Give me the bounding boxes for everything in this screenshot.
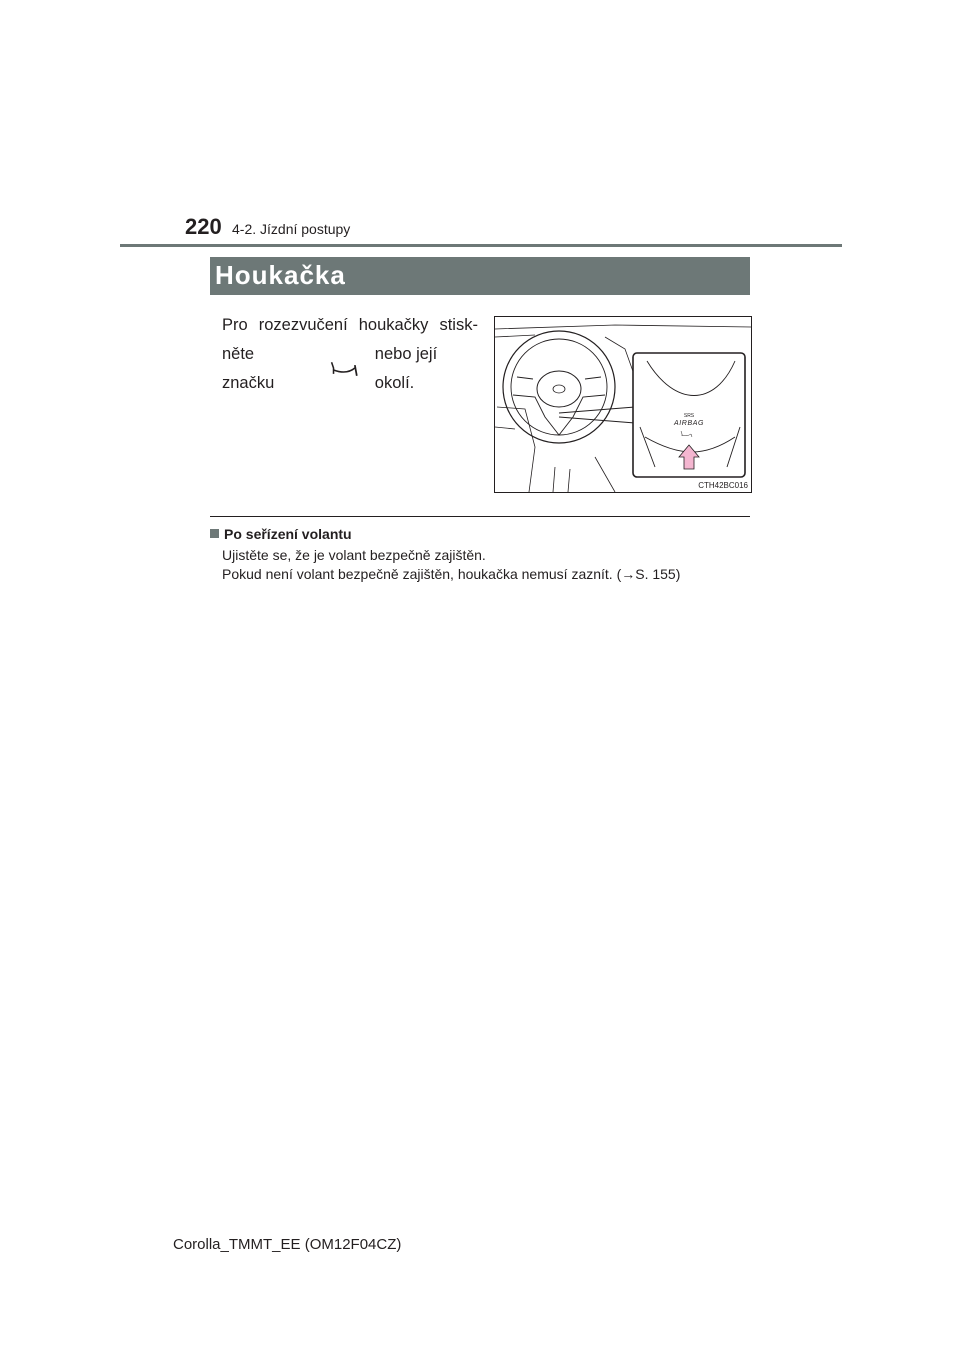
intro-line-1 xyxy=(222,311,478,340)
note-heading-text: Po seřízení volantu xyxy=(224,526,352,542)
intro-line-2 xyxy=(222,340,478,398)
section-rule xyxy=(210,516,750,517)
page-title: Houkačka xyxy=(215,260,346,290)
steering-wheel-illustration xyxy=(495,317,751,492)
page-number: 220 xyxy=(185,214,222,239)
note-line-1: Ujistěte se, že je volant bezpečně zajištěn. xyxy=(222,547,486,563)
intro-text-after: nebo její okolí. xyxy=(374,345,438,392)
title-bar xyxy=(210,257,750,295)
section-path: 4-2. Jízdní postupy xyxy=(232,221,351,237)
note-body xyxy=(222,546,680,584)
footer-document-id: Corolla_TMMT_EE (OM12F04CZ) xyxy=(173,1236,402,1253)
square-bullet-icon xyxy=(210,529,219,538)
intro-text-before: něte značku xyxy=(222,345,275,392)
figure-code: CTH42BC016 xyxy=(698,481,748,490)
intro-word: stisk- xyxy=(439,316,478,334)
header-rule xyxy=(120,244,842,247)
intro-word: Pro xyxy=(222,316,248,334)
airbag-label: AIRBAG xyxy=(673,420,705,427)
steering-wheel-figure xyxy=(494,316,752,493)
horn-icon xyxy=(318,358,367,380)
srs-label: SRS xyxy=(683,413,695,419)
intro-paragraph xyxy=(222,311,478,398)
note-heading xyxy=(210,526,352,542)
note-line-2: Pokud není volant bezpečně zajištěn, houkačka nemusí zaznít. (→S. 155) xyxy=(222,566,681,582)
intro-word: houkačky xyxy=(358,316,429,334)
intro-word: rozezvučení xyxy=(258,316,348,334)
